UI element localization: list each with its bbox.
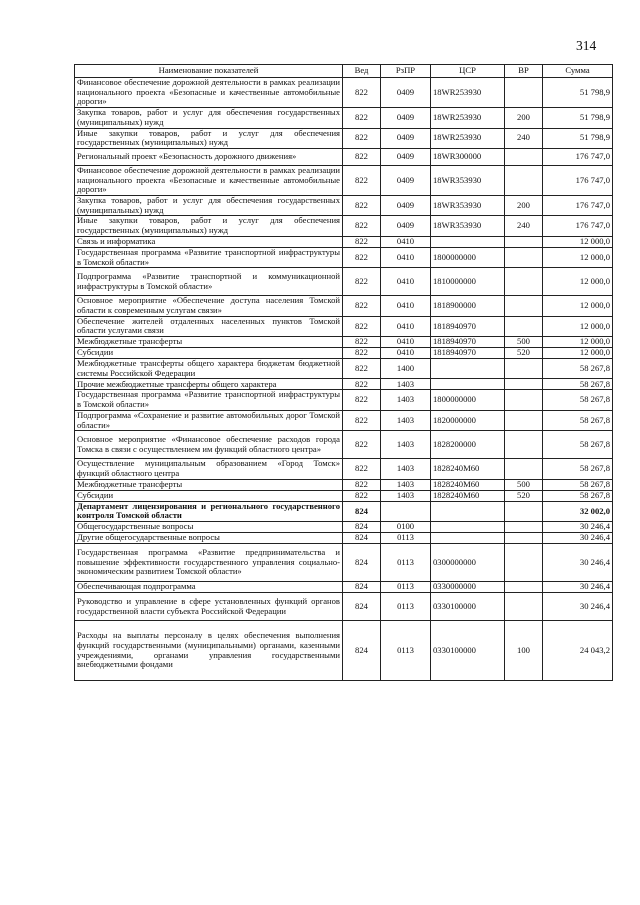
cell-sum: 51 798,9 — [543, 108, 613, 128]
table-row — [75, 337, 613, 348]
cell-ved: 822 — [343, 128, 381, 148]
cell-vr: 520 — [505, 348, 543, 359]
cell-rzpr: 0410 — [381, 316, 431, 336]
table-row — [75, 522, 613, 533]
cell-vr — [505, 296, 543, 316]
cell-name: Расходы на выплаты персоналу в целях обеспечения выполнения функций государственными (муниципальными) органами, казенными учреждениями, органами управления государственными внебюджетными фондами — [75, 621, 343, 681]
cell-ved: 824 — [343, 621, 381, 681]
table-row — [75, 236, 613, 247]
cell-csr — [431, 359, 505, 379]
table-row — [75, 533, 613, 544]
table-row — [75, 479, 613, 490]
cell-rzpr: 1403 — [381, 479, 431, 490]
cell-rzpr: 0409 — [381, 148, 431, 165]
cell-name: Межбюджетные трансферты — [75, 479, 343, 490]
cell-vr: 500 — [505, 479, 543, 490]
cell-ved: 822 — [343, 479, 381, 490]
cell-name: Основное мероприятие «Обеспечение доступа населения Томской области к современным услугам связи» — [75, 296, 343, 316]
cell-csr: 1818940970 — [431, 316, 505, 336]
cell-ved: 822 — [343, 379, 381, 390]
table-row — [75, 431, 613, 459]
cell-ved: 822 — [343, 390, 381, 410]
cell-ved: 824 — [343, 593, 381, 621]
table-row — [75, 247, 613, 267]
table-row — [75, 379, 613, 390]
table-row — [75, 490, 613, 501]
cell-ved: 822 — [343, 431, 381, 459]
cell-ved: 822 — [343, 148, 381, 165]
table-row — [75, 268, 613, 296]
cell-sum: 58 267,8 — [543, 410, 613, 430]
cell-rzpr: 0113 — [381, 544, 431, 582]
cell-rzpr: 1403 — [381, 490, 431, 501]
cell-ved: 824 — [343, 501, 381, 521]
cell-vr — [505, 459, 543, 479]
cell-rzpr — [381, 501, 431, 521]
table-row — [75, 108, 613, 128]
cell-name: Обеспечение жителей отдаленных населенных пунктов Томской области услугами связи — [75, 316, 343, 336]
cell-sum: 30 246,4 — [543, 533, 613, 544]
cell-sum: 32 002,0 — [543, 501, 613, 521]
header-name: Наименование показателей — [75, 65, 343, 78]
cell-rzpr: 0410 — [381, 247, 431, 267]
cell-sum: 12 000,0 — [543, 296, 613, 316]
cell-csr: 18WR253930 — [431, 78, 505, 108]
cell-csr: 18WR353930 — [431, 196, 505, 216]
cell-csr: 0330100000 — [431, 593, 505, 621]
cell-csr: 1828240M60 — [431, 490, 505, 501]
cell-sum: 176 747,0 — [543, 216, 613, 236]
cell-ved: 822 — [343, 459, 381, 479]
cell-ved: 822 — [343, 165, 381, 195]
cell-sum: 12 000,0 — [543, 316, 613, 336]
cell-rzpr: 0409 — [381, 165, 431, 195]
table-row — [75, 501, 613, 521]
cell-rzpr: 1403 — [381, 410, 431, 430]
cell-rzpr: 0409 — [381, 108, 431, 128]
cell-name: Субсидии — [75, 490, 343, 501]
cell-rzpr: 1403 — [381, 379, 431, 390]
cell-ved: 822 — [343, 78, 381, 108]
cell-name: Осуществление муниципальным образованием «Город Томск» функций областного центра — [75, 459, 343, 479]
cell-vr: 240 — [505, 128, 543, 148]
cell-sum: 12 000,0 — [543, 337, 613, 348]
cell-rzpr: 0409 — [381, 128, 431, 148]
header-csr: ЦСР — [431, 65, 505, 78]
cell-name: Региональный проект «Безопасность дорожного движения» — [75, 148, 343, 165]
cell-ved: 822 — [343, 196, 381, 216]
table-row — [75, 544, 613, 582]
cell-csr: 1828240M60 — [431, 479, 505, 490]
cell-sum: 58 267,8 — [543, 359, 613, 379]
cell-name: Межбюджетные трансферты — [75, 337, 343, 348]
cell-name: Другие общегосударственные вопросы — [75, 533, 343, 544]
cell-sum: 58 267,8 — [543, 459, 613, 479]
cell-name: Подпрограмма «Сохранение и развитие автомобильных дорог Томской области» — [75, 410, 343, 430]
cell-sum: 51 798,9 — [543, 128, 613, 148]
cell-sum: 176 747,0 — [543, 165, 613, 195]
cell-csr: 1820000000 — [431, 410, 505, 430]
table-row — [75, 621, 613, 681]
header-ved: Вед — [343, 65, 381, 78]
cell-vr — [505, 268, 543, 296]
cell-name: Межбюджетные трансферты общего характера бюджетам бюджетной системы Российской Федерации — [75, 359, 343, 379]
cell-vr — [505, 236, 543, 247]
cell-csr: 1828240M60 — [431, 459, 505, 479]
cell-vr — [505, 410, 543, 430]
cell-vr — [505, 544, 543, 582]
cell-rzpr: 0113 — [381, 533, 431, 544]
cell-name: Закупка товаров, работ и услуг для обеспечения государственных (муниципальных) нужд — [75, 196, 343, 216]
cell-name: Общегосударственные вопросы — [75, 522, 343, 533]
cell-rzpr: 1400 — [381, 359, 431, 379]
cell-name: Закупка товаров, работ и услуг для обеспечения государственных (муниципальных) нужд — [75, 108, 343, 128]
cell-vr: 240 — [505, 216, 543, 236]
cell-vr — [505, 316, 543, 336]
table-header-row — [75, 65, 613, 78]
cell-sum: 12 000,0 — [543, 236, 613, 247]
table-row — [75, 165, 613, 195]
cell-rzpr: 1403 — [381, 390, 431, 410]
cell-vr — [505, 359, 543, 379]
table-row — [75, 348, 613, 359]
cell-vr — [505, 593, 543, 621]
cell-vr — [505, 582, 543, 593]
cell-rzpr: 1403 — [381, 459, 431, 479]
table-row — [75, 359, 613, 379]
cell-csr: 1818940970 — [431, 348, 505, 359]
cell-ved: 822 — [343, 410, 381, 430]
cell-ved: 824 — [343, 544, 381, 582]
cell-vr — [505, 431, 543, 459]
cell-rzpr: 0409 — [381, 78, 431, 108]
cell-sum: 30 246,4 — [543, 593, 613, 621]
cell-name: Иные закупки товаров, работ и услуг для обеспечения государственных (муниципальных) нужд — [75, 128, 343, 148]
cell-sum: 58 267,8 — [543, 379, 613, 390]
cell-vr — [505, 165, 543, 195]
cell-csr — [431, 533, 505, 544]
cell-csr: 18WR353930 — [431, 216, 505, 236]
cell-ved: 822 — [343, 236, 381, 247]
cell-ved: 822 — [343, 490, 381, 501]
cell-vr: 520 — [505, 490, 543, 501]
cell-ved: 824 — [343, 582, 381, 593]
cell-sum: 51 798,9 — [543, 78, 613, 108]
cell-rzpr: 0409 — [381, 216, 431, 236]
cell-rzpr: 0113 — [381, 582, 431, 593]
cell-csr: 1800000000 — [431, 390, 505, 410]
table-body — [75, 78, 613, 681]
cell-ved: 822 — [343, 108, 381, 128]
table-row — [75, 410, 613, 430]
cell-name: Связь и информатика — [75, 236, 343, 247]
cell-ved: 822 — [343, 296, 381, 316]
cell-sum: 58 267,8 — [543, 490, 613, 501]
header-rzpr: РзПР — [381, 65, 431, 78]
cell-sum: 12 000,0 — [543, 348, 613, 359]
cell-name: Подпрограмма «Развитие транспортной и коммуникационной инфраструктуры в Томской области» — [75, 268, 343, 296]
cell-vr: 500 — [505, 337, 543, 348]
header-vr: ВР — [505, 65, 543, 78]
cell-rzpr: 0410 — [381, 236, 431, 247]
cell-csr — [431, 501, 505, 521]
cell-vr — [505, 533, 543, 544]
table-row — [75, 316, 613, 336]
cell-rzpr: 0410 — [381, 337, 431, 348]
table-row — [75, 593, 613, 621]
table-row — [75, 78, 613, 108]
cell-rzpr: 0100 — [381, 522, 431, 533]
cell-name: Основное мероприятие «Финансовое обеспечение расходов города Томска в связи с осуществлением им функций областного центра» — [75, 431, 343, 459]
cell-name: Финансовое обеспечение дорожной деятельности в рамках реализации национального проекта «Безопасные и качественные автомобильные дороги» — [75, 78, 343, 108]
cell-csr: 18WR353930 — [431, 165, 505, 195]
cell-csr: 1800000000 — [431, 247, 505, 267]
table-row — [75, 459, 613, 479]
budget-table — [74, 64, 613, 681]
cell-sum: 12 000,0 — [543, 268, 613, 296]
cell-vr — [505, 390, 543, 410]
cell-sum: 176 747,0 — [543, 196, 613, 216]
cell-ved: 822 — [343, 247, 381, 267]
table-row — [75, 216, 613, 236]
cell-ved: 822 — [343, 268, 381, 296]
table-row — [75, 582, 613, 593]
cell-ved: 822 — [343, 359, 381, 379]
cell-rzpr: 0410 — [381, 268, 431, 296]
cell-ved: 824 — [343, 533, 381, 544]
cell-vr — [505, 501, 543, 521]
cell-name: Обеспечивающая подпрограмма — [75, 582, 343, 593]
cell-csr: 1818940970 — [431, 337, 505, 348]
cell-vr: 200 — [505, 196, 543, 216]
cell-vr: 100 — [505, 621, 543, 681]
cell-ved: 822 — [343, 348, 381, 359]
table-row — [75, 390, 613, 410]
cell-vr: 200 — [505, 108, 543, 128]
cell-sum: 12 000,0 — [543, 247, 613, 267]
cell-csr: 1828200000 — [431, 431, 505, 459]
cell-csr — [431, 236, 505, 247]
cell-name: Финансовое обеспечение дорожной деятельности в рамках реализации национального проекта «Безопасные и качественные автомобильные дороги» — [75, 165, 343, 195]
cell-rzpr: 0410 — [381, 348, 431, 359]
table-row — [75, 148, 613, 165]
cell-ved: 822 — [343, 337, 381, 348]
cell-csr: 18WR253930 — [431, 128, 505, 148]
cell-sum: 24 043,2 — [543, 621, 613, 681]
cell-csr: 0330000000 — [431, 582, 505, 593]
cell-csr: 0330100000 — [431, 621, 505, 681]
cell-sum: 58 267,8 — [543, 479, 613, 490]
cell-csr: 0300000000 — [431, 544, 505, 582]
cell-vr — [505, 522, 543, 533]
cell-sum: 176 747,0 — [543, 148, 613, 165]
cell-ved: 822 — [343, 316, 381, 336]
cell-ved: 822 — [343, 216, 381, 236]
cell-vr — [505, 78, 543, 108]
cell-csr: 1818900000 — [431, 296, 505, 316]
cell-csr: 18WR253930 — [431, 108, 505, 128]
cell-sum: 58 267,8 — [543, 390, 613, 410]
cell-sum: 58 267,8 — [543, 431, 613, 459]
cell-rzpr: 0113 — [381, 593, 431, 621]
cell-name: Иные закупки товаров, работ и услуг для обеспечения государственных (муниципальных) нужд — [75, 216, 343, 236]
cell-name: Государственная программа «Развитие транспортной инфраструктуры в Томской области» — [75, 390, 343, 410]
cell-rzpr: 0113 — [381, 621, 431, 681]
cell-sum: 30 246,4 — [543, 582, 613, 593]
cell-rzpr: 0409 — [381, 196, 431, 216]
cell-csr: 18WR300000 — [431, 148, 505, 165]
cell-vr — [505, 379, 543, 390]
cell-name: Государственная программа «Развитие предпринимательства и повышение эффективности государственного управления социально-экономическим развитием Томской области» — [75, 544, 343, 582]
table-row — [75, 296, 613, 316]
cell-name: Государственная программа «Развитие транспортной инфраструктуры в Томской области» — [75, 247, 343, 267]
cell-name: Руководство и управление в сфере установленных функций органов государственной власти субъекта Российской Федерации — [75, 593, 343, 621]
cell-ved: 824 — [343, 522, 381, 533]
cell-sum: 30 246,4 — [543, 522, 613, 533]
cell-csr — [431, 522, 505, 533]
page-number: 314 — [576, 38, 597, 53]
cell-vr — [505, 148, 543, 165]
cell-sum: 30 246,4 — [543, 544, 613, 582]
cell-name: Прочие межбюджетные трансферты общего характера — [75, 379, 343, 390]
table-row — [75, 196, 613, 216]
cell-name: Департамент лицензирования и регионального государственного контроля Томской области — [75, 501, 343, 521]
header-sum: Сумма — [543, 65, 613, 78]
cell-rzpr: 0410 — [381, 296, 431, 316]
cell-name: Субсидии — [75, 348, 343, 359]
cell-csr — [431, 379, 505, 390]
table-row — [75, 128, 613, 148]
cell-vr — [505, 247, 543, 267]
cell-rzpr: 1403 — [381, 431, 431, 459]
cell-csr: 1810000000 — [431, 268, 505, 296]
